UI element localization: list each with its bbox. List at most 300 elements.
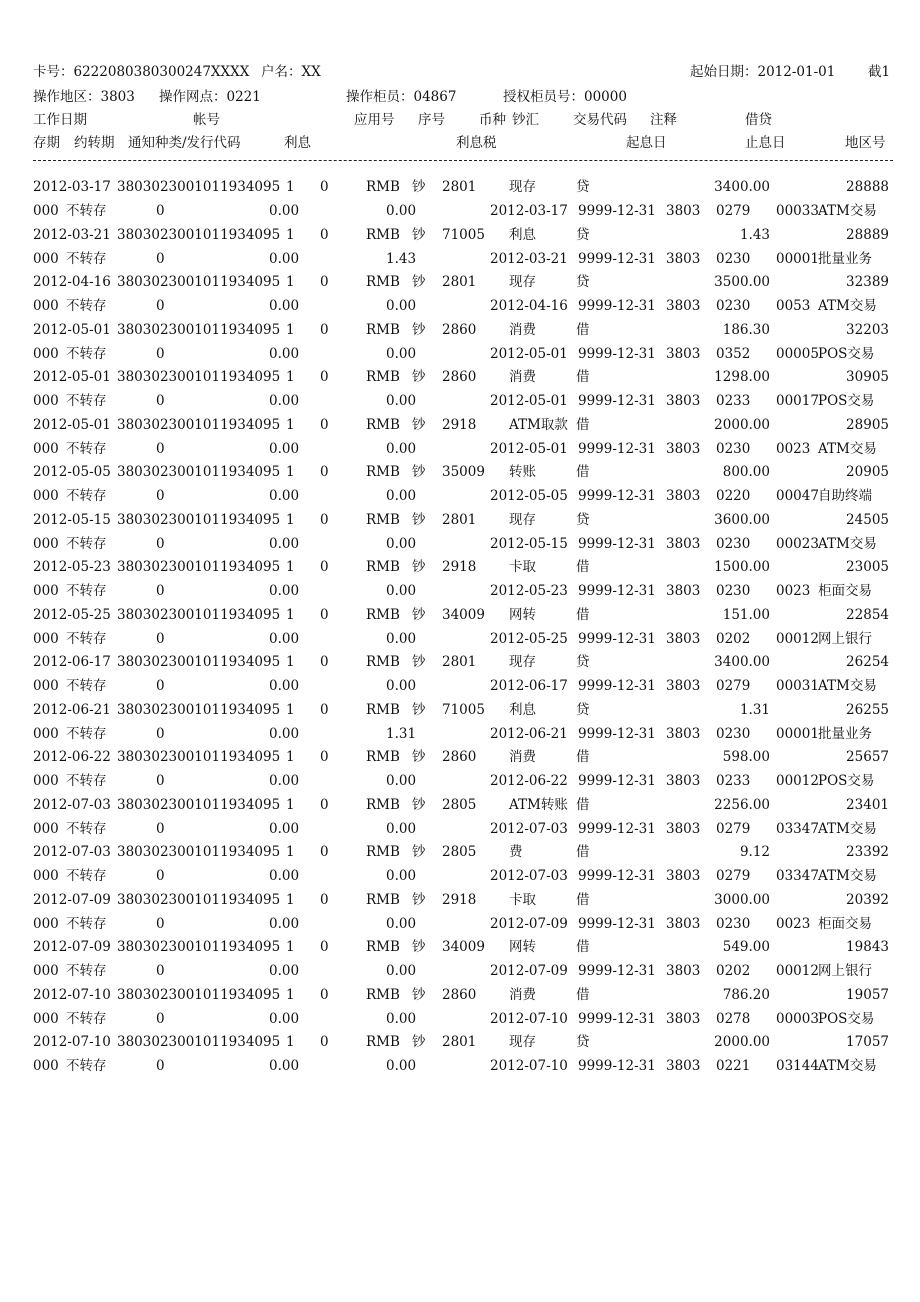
tx-date: 2012-05-01 <box>33 322 111 338</box>
tx-currency: RMB <box>366 607 400 623</box>
tx-region: 3803 <box>666 441 701 457</box>
tx-cash-remit: 钞 <box>412 274 426 290</box>
tx-region: 3803 <box>666 1058 701 1074</box>
tx-currency: RMB <box>366 369 400 385</box>
tx-interest: 0.00 <box>269 488 300 504</box>
tx-cash-remit: 钞 <box>412 417 426 433</box>
tx-app-no: 1 <box>286 227 295 243</box>
tx-account: 3803023001011934095 <box>117 607 281 623</box>
tx-term: 000 <box>33 488 59 504</box>
tx-region: 3803 <box>666 488 701 504</box>
tx-balance: 24505 <box>846 512 889 528</box>
tx-account: 3803023001011934095 <box>117 702 281 718</box>
tx-balance: 20392 <box>846 892 889 908</box>
tx-cash-remit: 钞 <box>412 939 426 955</box>
tx-region: 3803 <box>666 726 701 742</box>
tx-seq-no: 0 <box>320 1034 329 1050</box>
tx-term: 000 <box>33 916 59 932</box>
tx-notice: 0 <box>156 346 165 362</box>
tx-date: 2012-05-23 <box>33 559 111 575</box>
tx-date: 2012-07-10 <box>33 987 111 1003</box>
tx-date: 2012-03-17 <box>33 179 111 195</box>
tx-region: 3803 <box>666 678 701 694</box>
tx-branch: 0230 <box>716 251 751 267</box>
tx-app-no: 1 <box>286 559 295 575</box>
tx-currency: RMB <box>366 892 400 908</box>
tx-teller: 03347 <box>776 821 819 837</box>
tx-end-date: 9999-12-31 <box>578 251 656 267</box>
start-date: 起始日期：2012-01-01 <box>690 64 836 80</box>
tx-code: 34009 <box>442 607 485 623</box>
tx-debit-credit: 贷 <box>576 227 590 243</box>
tx-amount: 3000.00 <box>714 892 770 908</box>
col-work-date: 工作日期 <box>33 112 87 128</box>
tx-amount: 3400.00 <box>714 179 770 195</box>
tx-interest-tax: 0.00 <box>386 963 417 979</box>
tx-seq-no: 0 <box>320 369 329 385</box>
tx-cash-remit: 钞 <box>412 512 426 528</box>
tx-interest-tax: 1.43 <box>386 251 417 267</box>
tx-code: 2860 <box>442 749 477 765</box>
tx-value-date: 2012-07-03 <box>490 868 568 884</box>
tx-region: 3803 <box>666 346 701 362</box>
tx-app-no: 1 <box>286 844 295 860</box>
tx-seq-no: 0 <box>320 749 329 765</box>
tx-branch: 0278 <box>716 1011 751 1027</box>
tx-currency: RMB <box>366 417 400 433</box>
tx-interest: 0.00 <box>269 868 300 884</box>
tx-amount: 1.31 <box>739 702 770 718</box>
tx-balance: 32203 <box>846 322 889 338</box>
tx-amount: 151.00 <box>722 607 770 623</box>
tx-balance: 17057 <box>846 1034 889 1050</box>
tx-interest: 0.00 <box>269 536 300 552</box>
tx-branch: 0230 <box>716 536 751 552</box>
tx-memo: 卡取 <box>509 559 536 575</box>
tx-branch: 0221 <box>716 1058 751 1074</box>
tx-memo: 现存 <box>509 1034 536 1050</box>
tx-seq-no: 0 <box>320 322 329 338</box>
tx-region: 3803 <box>666 773 701 789</box>
tx-code: 2805 <box>442 797 477 813</box>
tx-seq-no: 0 <box>320 227 329 243</box>
tx-debit-credit: 借 <box>576 892 590 908</box>
tx-account: 3803023001011934095 <box>117 1034 281 1050</box>
tx-debit-credit: 借 <box>576 844 590 860</box>
tx-rollover: 不转存 <box>66 631 107 647</box>
tx-interest: 0.00 <box>269 393 300 409</box>
tx-rollover: 不转存 <box>66 821 107 837</box>
tx-account: 3803023001011934095 <box>117 844 281 860</box>
tx-debit-credit: 借 <box>576 369 590 385</box>
tx-branch: 0230 <box>716 583 751 599</box>
tx-notice: 0 <box>156 678 165 694</box>
col-note: 注释 <box>650 112 677 128</box>
tx-cash-remit: 钞 <box>412 1034 426 1050</box>
tx-value-date: 2012-07-03 <box>490 821 568 837</box>
tx-account: 3803023001011934095 <box>117 512 281 528</box>
tx-interest-tax: 0.00 <box>386 678 417 694</box>
tx-amount: 1.43 <box>739 227 770 243</box>
tx-end-date: 9999-12-31 <box>578 1011 656 1027</box>
tx-account: 3803023001011934095 <box>117 797 281 813</box>
tx-amount: 1500.00 <box>714 559 770 575</box>
tx-balance: 32389 <box>846 274 889 290</box>
tx-account: 3803023001011934095 <box>117 464 281 480</box>
tx-debit-credit: 借 <box>576 607 590 623</box>
tx-channel: 网上银行 <box>818 631 872 647</box>
tx-rollover: 不转存 <box>66 1058 107 1074</box>
tx-interest-tax: 0.00 <box>386 916 417 932</box>
tx-term: 000 <box>33 773 59 789</box>
tx-account: 3803023001011934095 <box>117 179 281 195</box>
tx-channel: ATM交易 <box>818 441 877 457</box>
tx-teller: 03144 <box>776 1058 819 1074</box>
col-region: 地区号 <box>845 135 886 151</box>
tx-notice: 0 <box>156 251 165 267</box>
tx-code: 2860 <box>442 369 477 385</box>
tx-end-date: 9999-12-31 <box>578 678 656 694</box>
tx-interest: 0.00 <box>269 441 300 457</box>
tx-term: 000 <box>33 536 59 552</box>
tx-code: 2918 <box>442 559 477 575</box>
tx-end-date: 9999-12-31 <box>578 441 656 457</box>
tx-code: 2801 <box>442 654 477 670</box>
tx-currency: RMB <box>366 939 400 955</box>
tx-seq-no: 0 <box>320 987 329 1003</box>
tx-amount: 549.00 <box>722 939 770 955</box>
tx-amount: 786.20 <box>722 987 770 1003</box>
tx-term: 000 <box>33 203 59 219</box>
tx-memo: 现存 <box>509 274 536 290</box>
tx-interest: 0.00 <box>269 1058 300 1074</box>
tx-date: 2012-05-01 <box>33 417 111 433</box>
tx-interest-tax: 0.00 <box>386 631 417 647</box>
tx-branch: 0279 <box>716 868 751 884</box>
tx-interest-tax: 0.00 <box>386 441 417 457</box>
tx-app-no: 1 <box>286 369 295 385</box>
col-interest-tax: 利息税 <box>456 135 497 151</box>
tx-seq-no: 0 <box>320 654 329 670</box>
tx-interest: 0.00 <box>269 203 300 219</box>
tx-app-no: 1 <box>286 274 295 290</box>
authorizing-teller: 授权柜员号：00000 <box>503 89 627 105</box>
tx-branch: 0202 <box>716 963 751 979</box>
tx-value-date: 2012-07-09 <box>490 916 568 932</box>
tx-end-date: 9999-12-31 <box>578 631 656 647</box>
tx-branch: 0352 <box>716 346 751 362</box>
tx-notice: 0 <box>156 631 165 647</box>
tx-rollover: 不转存 <box>66 583 107 599</box>
tx-account: 3803023001011934095 <box>117 274 281 290</box>
tx-end-date: 9999-12-31 <box>578 868 656 884</box>
tx-region: 3803 <box>666 868 701 884</box>
tx-interest: 0.00 <box>269 251 300 267</box>
tx-teller: 00023 <box>776 536 819 552</box>
tx-teller: 00012 <box>776 773 819 789</box>
tx-amount: 1298.00 <box>714 369 770 385</box>
tx-account: 3803023001011934095 <box>117 369 281 385</box>
tx-app-no: 1 <box>286 322 295 338</box>
tx-term: 000 <box>33 251 59 267</box>
header-divider <box>33 160 893 161</box>
tx-cash-remit: 钞 <box>412 654 426 670</box>
tx-date: 2012-07-03 <box>33 797 111 813</box>
tx-teller: 0053 <box>776 298 811 314</box>
tx-branch: 0230 <box>716 916 751 932</box>
tx-cash-remit: 钞 <box>412 987 426 1003</box>
tx-term: 000 <box>33 1011 59 1027</box>
tx-debit-credit: 贷 <box>576 512 590 528</box>
tx-seq-no: 0 <box>320 702 329 718</box>
tx-currency: RMB <box>366 464 400 480</box>
tx-account: 3803023001011934095 <box>117 654 281 670</box>
tx-balance: 28905 <box>846 417 889 433</box>
tx-interest-tax: 0.00 <box>386 536 417 552</box>
tx-region: 3803 <box>666 298 701 314</box>
tx-app-no: 1 <box>286 179 295 195</box>
tx-value-date: 2012-05-05 <box>490 488 568 504</box>
tx-balance: 26254 <box>846 654 889 670</box>
tx-account: 3803023001011934095 <box>117 322 281 338</box>
tx-code: 71005 <box>442 227 485 243</box>
tx-notice: 0 <box>156 773 165 789</box>
tx-region: 3803 <box>666 251 701 267</box>
tx-date: 2012-03-21 <box>33 227 111 243</box>
tx-amount: 3600.00 <box>714 512 770 528</box>
tx-interest-tax: 0.00 <box>386 583 417 599</box>
tx-region: 3803 <box>666 631 701 647</box>
tx-branch: 0279 <box>716 821 751 837</box>
tx-region: 3803 <box>666 963 701 979</box>
tx-rollover: 不转存 <box>66 1011 107 1027</box>
tx-currency: RMB <box>366 227 400 243</box>
tx-region: 3803 <box>666 393 701 409</box>
tx-teller: 03347 <box>776 868 819 884</box>
tx-end-date: 9999-12-31 <box>578 963 656 979</box>
tx-notice: 0 <box>156 868 165 884</box>
tx-memo: 消费 <box>509 987 536 1003</box>
tx-currency: RMB <box>366 512 400 528</box>
tx-memo: 消费 <box>509 369 536 385</box>
tx-cash-remit: 钞 <box>412 179 426 195</box>
tx-memo: 现存 <box>509 512 536 528</box>
col-app-no: 应用号 <box>354 112 395 128</box>
tx-channel: 柜面交易 <box>818 916 872 932</box>
tx-seq-no: 0 <box>320 797 329 813</box>
tx-channel: POS交易 <box>818 1011 875 1027</box>
tx-rollover: 不转存 <box>66 678 107 694</box>
tx-app-no: 1 <box>286 417 295 433</box>
tx-rollover: 不转存 <box>66 916 107 932</box>
tx-channel: ATM交易 <box>818 1058 877 1074</box>
tx-term: 000 <box>33 963 59 979</box>
tx-value-date: 2012-05-25 <box>490 631 568 647</box>
tx-term: 000 <box>33 583 59 599</box>
tx-app-no: 1 <box>286 987 295 1003</box>
tx-memo: 利息 <box>509 702 536 718</box>
tx-seq-no: 0 <box>320 417 329 433</box>
tx-app-no: 1 <box>286 749 295 765</box>
tx-end-date: 9999-12-31 <box>578 821 656 837</box>
tx-channel: POS交易 <box>818 346 875 362</box>
tx-term: 000 <box>33 821 59 837</box>
tx-seq-no: 0 <box>320 512 329 528</box>
tx-branch: 0279 <box>716 203 751 219</box>
tx-notice: 0 <box>156 1011 165 1027</box>
tx-interest-tax: 0.00 <box>386 203 417 219</box>
tx-date: 2012-05-25 <box>33 607 111 623</box>
tx-region: 3803 <box>666 1011 701 1027</box>
tx-channel: POS交易 <box>818 773 875 789</box>
tx-account: 3803023001011934095 <box>117 987 281 1003</box>
tx-teller: 00012 <box>776 963 819 979</box>
tx-rollover: 不转存 <box>66 536 107 552</box>
tx-app-no: 1 <box>286 607 295 623</box>
tx-account: 3803023001011934095 <box>117 227 281 243</box>
tx-interest-tax: 0.00 <box>386 1011 417 1027</box>
tx-debit-credit: 借 <box>576 797 590 813</box>
tx-currency: RMB <box>366 179 400 195</box>
tx-term: 000 <box>33 631 59 647</box>
tx-memo: 卡取 <box>509 892 536 908</box>
tx-date: 2012-07-09 <box>33 892 111 908</box>
tx-account: 3803023001011934095 <box>117 749 281 765</box>
tx-branch: 0230 <box>716 726 751 742</box>
tx-account: 3803023001011934095 <box>117 892 281 908</box>
tx-interest-tax: 0.00 <box>386 298 417 314</box>
tx-currency: RMB <box>366 654 400 670</box>
tx-cash-remit: 钞 <box>412 369 426 385</box>
tx-term: 000 <box>33 346 59 362</box>
tx-debit-credit: 借 <box>576 939 590 955</box>
tx-channel: 网上银行 <box>818 963 872 979</box>
tx-branch: 0220 <box>716 488 751 504</box>
tx-channel: POS交易 <box>818 393 875 409</box>
tx-interest: 0.00 <box>269 583 300 599</box>
tx-app-no: 1 <box>286 464 295 480</box>
tx-code: 2801 <box>442 179 477 195</box>
tx-date: 2012-06-22 <box>33 749 111 765</box>
tx-debit-credit: 贷 <box>576 274 590 290</box>
tx-end-date: 9999-12-31 <box>578 536 656 552</box>
tx-currency: RMB <box>366 274 400 290</box>
tx-interest-tax: 0.00 <box>386 773 417 789</box>
card-number: 卡号：6222080380300247XXXX <box>33 64 250 80</box>
tx-date: 2012-06-17 <box>33 654 111 670</box>
tx-rollover: 不转存 <box>66 203 107 219</box>
operation-area: 操作地区：3803 <box>33 89 135 105</box>
tx-value-date: 2012-06-17 <box>490 678 568 694</box>
tx-term: 000 <box>33 441 59 457</box>
tx-code: 2801 <box>442 1034 477 1050</box>
tx-cash-remit: 钞 <box>412 702 426 718</box>
col-account: 帐号 <box>193 112 220 128</box>
tx-branch: 0233 <box>716 773 751 789</box>
tx-amount: 186.30 <box>722 322 770 338</box>
tx-end-date: 9999-12-31 <box>578 916 656 932</box>
tx-teller: 00003 <box>776 1011 819 1027</box>
tx-date: 2012-07-03 <box>33 844 111 860</box>
tx-term: 000 <box>33 678 59 694</box>
tx-rollover: 不转存 <box>66 868 107 884</box>
tx-interest-tax: 1.31 <box>386 726 417 742</box>
tx-balance: 25657 <box>846 749 889 765</box>
tx-account: 3803023001011934095 <box>117 417 281 433</box>
tx-app-no: 1 <box>286 892 295 908</box>
tx-teller: 0023 <box>776 583 811 599</box>
tx-value-date: 2012-07-09 <box>490 963 568 979</box>
col-notice-type: 通知种类/发行代码 <box>128 135 241 151</box>
col-start-day: 起息日 <box>626 135 667 151</box>
tx-debit-credit: 贷 <box>576 654 590 670</box>
tx-currency: RMB <box>366 749 400 765</box>
tx-code: 2860 <box>442 987 477 1003</box>
tx-teller: 00017 <box>776 393 819 409</box>
tx-interest: 0.00 <box>269 963 300 979</box>
tx-seq-no: 0 <box>320 607 329 623</box>
tx-region: 3803 <box>666 916 701 932</box>
tx-date: 2012-06-21 <box>33 702 111 718</box>
tx-term: 000 <box>33 726 59 742</box>
tx-channel: 批量业务 <box>818 251 872 267</box>
tx-region: 3803 <box>666 536 701 552</box>
tx-memo: 转账 <box>509 464 536 480</box>
tx-notice: 0 <box>156 488 165 504</box>
tx-channel: ATM交易 <box>818 203 877 219</box>
tx-term: 000 <box>33 393 59 409</box>
tx-cash-remit: 钞 <box>412 749 426 765</box>
tx-interest-tax: 0.00 <box>386 868 417 884</box>
tx-balance: 19057 <box>846 987 889 1003</box>
col-debit-credit: 借贷 <box>745 112 772 128</box>
tx-region: 3803 <box>666 821 701 837</box>
tx-interest-tax: 0.00 <box>386 821 417 837</box>
tx-cash-remit: 钞 <box>412 322 426 338</box>
tx-channel: 自助终端 <box>818 488 872 504</box>
tx-date: 2012-05-15 <box>33 512 111 528</box>
tx-balance: 28888 <box>846 179 889 195</box>
tx-seq-no: 0 <box>320 274 329 290</box>
tx-rollover: 不转存 <box>66 298 107 314</box>
tx-currency: RMB <box>366 559 400 575</box>
tx-debit-credit: 贷 <box>576 179 590 195</box>
col-interest: 利息 <box>284 135 311 151</box>
tx-seq-no: 0 <box>320 179 329 195</box>
tx-debit-credit: 借 <box>576 464 590 480</box>
col-end-day: 止息日 <box>745 135 786 151</box>
tx-value-date: 2012-05-23 <box>490 583 568 599</box>
tx-balance: 26255 <box>846 702 889 718</box>
tx-notice: 0 <box>156 583 165 599</box>
tx-interest: 0.00 <box>269 773 300 789</box>
tx-debit-credit: 借 <box>576 987 590 1003</box>
tx-balance: 30905 <box>846 369 889 385</box>
tx-interest: 0.00 <box>269 821 300 837</box>
tx-app-no: 1 <box>286 512 295 528</box>
tx-balance: 20905 <box>846 464 889 480</box>
tx-channel: 批量业务 <box>818 726 872 742</box>
col-rollover: 约转期 <box>74 135 115 151</box>
tx-rollover: 不转存 <box>66 726 107 742</box>
tx-account: 3803023001011934095 <box>117 939 281 955</box>
account-holder-name: 户名：XX <box>261 64 321 80</box>
col-currency: 币种 <box>479 112 506 128</box>
tx-notice: 0 <box>156 536 165 552</box>
operation-teller: 操作柜员：04867 <box>346 89 457 105</box>
tx-value-date: 2012-05-15 <box>490 536 568 552</box>
tx-debit-credit: 贷 <box>576 1034 590 1050</box>
